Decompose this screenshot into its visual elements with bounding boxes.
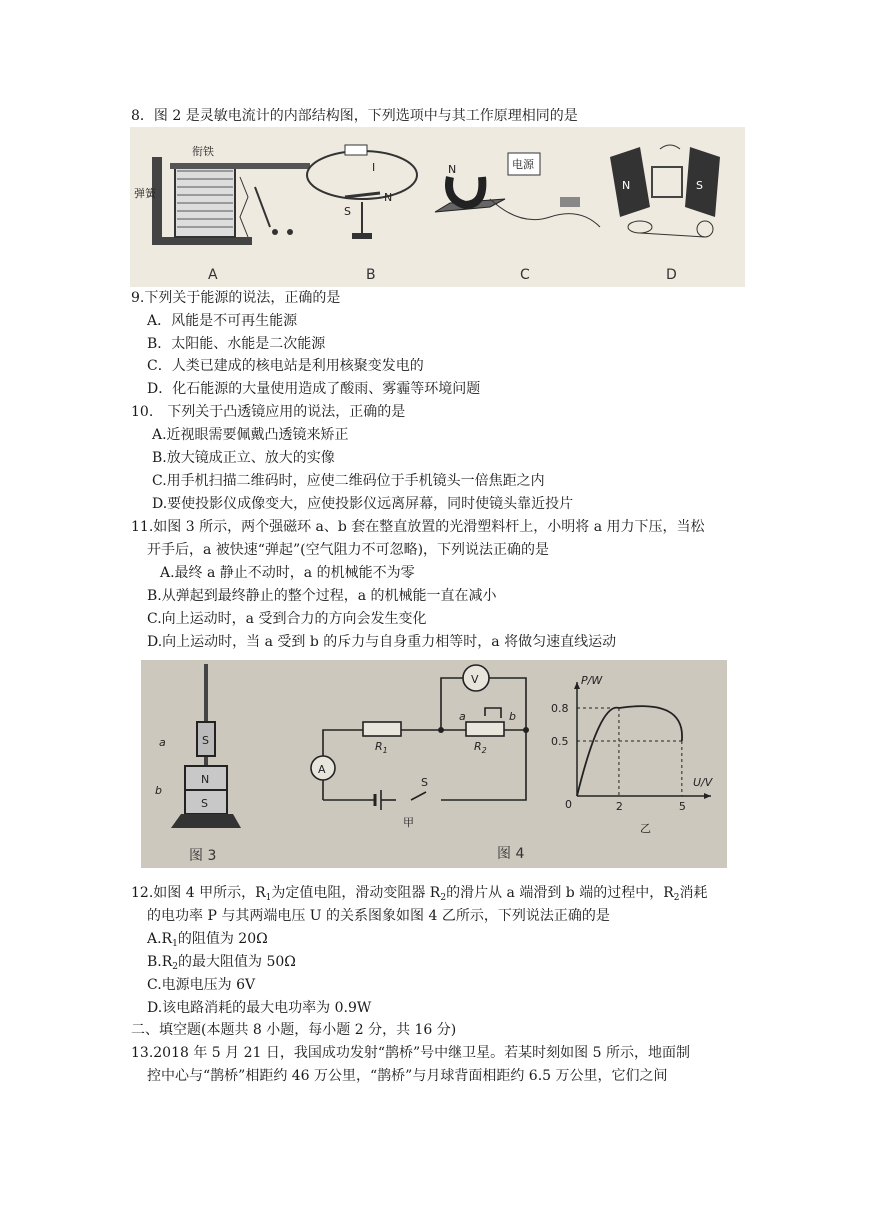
q9-option-a: A．风能是不可再生能源 [147, 313, 298, 329]
magnet-b-s-label: S [201, 797, 208, 810]
ring-a-label: a [159, 736, 166, 749]
fig4-circuit-jia [311, 665, 526, 810]
fig3-fig4-panel [141, 660, 727, 868]
y-axis-label: P/W [581, 674, 603, 687]
option-b-oersted-diagram [307, 145, 417, 283]
y-tick-label-0: 0.8 [551, 702, 569, 715]
y-tick-label-1: 0.5 [551, 735, 569, 748]
q10-option-c: C.用手机扫描二维码时，应使二维码位于手机镜头一倍焦距之内 [152, 473, 545, 489]
fig34-svg [141, 660, 727, 868]
q8-figure [130, 127, 745, 287]
x-axis-label: U/V [693, 776, 713, 789]
q9-option-c: C．人类已建成的核电站是利用核聚变发电的 [147, 358, 424, 374]
q8-figure-svg [130, 127, 745, 287]
x-tick-label-1: 5 [678, 800, 686, 813]
q11-option-b: B.从弹起到最终静止的整个过程，a 的机械能一直在减小 [147, 588, 497, 604]
option-c-label: C [520, 267, 530, 283]
option-c-motor-principle-diagram [435, 153, 600, 283]
option-d-label: D [666, 267, 677, 283]
magnet-n-label: N [448, 163, 457, 176]
magnet-b-n-label: N [201, 773, 210, 786]
yi-label: 乙 [640, 822, 651, 835]
q12-option-a: $A.R_1$的阻值为 20Ω [147, 931, 268, 949]
option-b-label: B [366, 267, 376, 283]
ring-b-label: b [155, 784, 162, 797]
option-a-label: A [208, 267, 218, 283]
relay-iron-label: 衔铁 [192, 145, 214, 158]
generator-n-label: N [622, 179, 631, 192]
section-2-heading: 二、填空题(本题共 8 小题，每小题 2 分，共 16 分) [131, 1022, 457, 1038]
q10-option-b: B.放大镜成正立、放大的实像 [152, 450, 335, 466]
q10-option-a: A.近视眼需要佩戴凸透镜来矫正 [152, 427, 349, 443]
option-a-relay-diagram [134, 144, 310, 283]
q13-line1: 13.2018 年 5 月 21 日，我国成功发射“鹊桥”号中继卫星。若某时刻如图 5 所示，地面制 [131, 1045, 690, 1061]
switch-label: S [421, 776, 428, 789]
q11-option-c: C.向上运动时，a 受到合力的方向会发生变化 [147, 611, 427, 627]
r1-label: $R_1$ [375, 740, 388, 755]
q9-option-b: B．太阳能、水能是二次能源 [147, 336, 326, 352]
q12-stem-line1: 12.如图 4 甲所示，$R_1$为定值电阻，滑动变阻器 $R_2$的滑片从 a 端滑到 b 端的过程中，$R_2$消耗 [131, 885, 708, 903]
q12-option-c: C.电源电压为 6V [147, 977, 256, 993]
needle-n-label: N [384, 191, 393, 204]
q11-option-d: D.向上运动时，当 a 受到 b 的斥力与自身重力相等时，a 将做匀速直线运动 [147, 634, 617, 650]
ring-a-top-label: S [202, 734, 209, 747]
relay-spring-label: 弹簧 [134, 187, 156, 200]
q11-option-a: A.最终 a 静止不动时，a 的机械能不为零 [160, 565, 415, 581]
q9-stem: 9.下列关于能源的说法，正确的是 [131, 290, 341, 306]
voltmeter-label: V [471, 673, 479, 686]
q10-option-d: D.要使投影仪成像变大，应使投影仪远离屏幕，同时使镜头靠近投片 [152, 496, 574, 512]
fig3-magnets-on-rod [155, 664, 241, 864]
x-tick-label-0: 2 [615, 800, 623, 813]
jia-label: 甲 [403, 816, 414, 829]
r2-label: $R_2$ [474, 740, 487, 755]
q12-option-b: $B.R_2$的最大阻值为 50Ω [147, 954, 296, 972]
ammeter-label: A [318, 763, 326, 776]
q11-stem-line2: 开手后，a 被快速“弹起”(空气阻力不可忽略)，下列说法正确的是 [147, 542, 550, 558]
q10-stem: 10. 下列关于凸透镜应用的说法，正确的是 [131, 404, 406, 420]
r2-end-a-label: a [459, 710, 466, 723]
q13-line2: 控中心与“鹊桥”相距约 46 万公里，“鹊桥”与月球背面相距约 6.5 万公里，它们之间 [147, 1068, 668, 1084]
needle-s-label: S [344, 205, 351, 218]
generator-s-label: S [696, 179, 703, 192]
origin-label: 0 [565, 798, 572, 811]
q12-option-d: D.该电路消耗的最大电功率为 0.9W [147, 1000, 372, 1016]
q8-stem: 8．图 2 是灵敏电流计的内部结构图，下列选项中与其工作原理相同的是 [131, 108, 578, 124]
current-label: I [372, 161, 376, 174]
r2-end-b-label: b [509, 710, 516, 723]
power-curve [577, 706, 682, 796]
fig3-caption: 图 3 [189, 848, 217, 864]
power-box-label: 电源 [512, 158, 534, 171]
q12-stem-line2: 的电功率 P 与其两端电压 U 的关系图象如图 4 乙所示，下列说法正确的是 [147, 908, 610, 924]
fig4-graph-yi [551, 674, 714, 835]
q9-option-d: D．化石能源的大量使用造成了酸雨、雾霾等环境问题 [147, 381, 481, 397]
q11-stem-line1: 11.如图 3 所示，两个强磁环 a、b 套在整直放置的光滑塑料杆上，小明将 a 用力下压，当松 [131, 519, 705, 535]
fig4-caption: 图 4 [497, 846, 525, 862]
option-d-generator-diagram [610, 145, 720, 283]
